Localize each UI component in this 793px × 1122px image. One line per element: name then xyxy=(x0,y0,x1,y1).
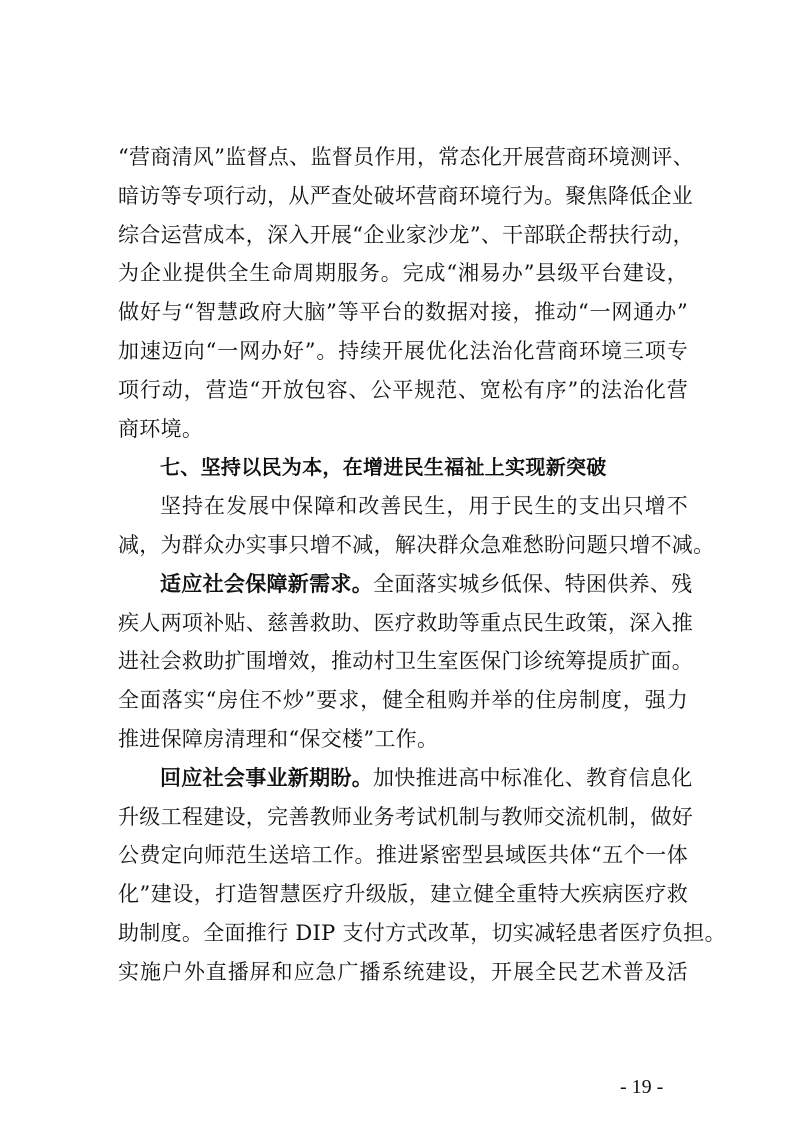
text-line: 实施户外直播屏和应急广播系统建设，开展全民艺术普及活 xyxy=(118,959,688,984)
text-line: 坚持在发展中保障和改善民生，用于民生的支出只增不 xyxy=(160,494,688,519)
paragraph-lead: 适应社会保障新需求。 xyxy=(160,571,373,596)
paragraph-business-environment xyxy=(118,138,694,448)
text-line: 公费定向师范生送培工作。推进紧密型县域医共体“五个一体 xyxy=(118,843,688,868)
text-segment: 全面落实城乡低保、特困供养、残 xyxy=(373,571,693,596)
text-line: 暗访等专项行动，从严查处破坏营商环境行为。聚焦降低企业 xyxy=(118,183,694,208)
text-line: 化”建设，打造智慧医疗升级版，建立健全重特大疾病医疗救 xyxy=(118,882,688,907)
text-line: 疾人两项补贴、慈善救助、医疗救助等重点民生政策，深入推 xyxy=(118,610,694,635)
text-line: 加速迈向“一网办好”。持续开展优化法治化营商环境三项专 xyxy=(118,338,688,363)
page-number: - 19 - xyxy=(620,1076,664,1098)
text-line: 综合运营成本，深入开展“企业家沙龙”、干部联企帮扶行动， xyxy=(118,222,694,247)
text-segment: 加快推进高中标准化、教育信息化 xyxy=(373,765,693,790)
text-line: 升级工程建设，完善教师业务考试机制与教师交流机制，做好 xyxy=(118,804,694,829)
paragraph-social-undertakings xyxy=(118,759,726,992)
text-line: 商环境。 xyxy=(118,416,204,441)
section-heading: 七、坚持以民为本，在增进民生福祉上实现新突破 xyxy=(160,455,607,480)
text-line xyxy=(118,565,693,604)
text-line: 推进保障房清理和“保交楼”工作。 xyxy=(118,726,439,751)
paragraph-livelihood-intro xyxy=(118,487,715,565)
text-line: 进社会救助扩围增效，推动村卫生室医保门诊统筹提质扩面。 xyxy=(118,649,694,674)
text-line: 做好与“智慧政府大脑”等平台的数据对接，推动“一网通办” xyxy=(118,300,688,325)
text-line: “营商清风”监督点、监督员作用，常态化开展营商环境测评、 xyxy=(118,145,694,169)
text-line: 为企业提供全生命周期服务。完成“湘易办”县级平台建设， xyxy=(118,261,688,286)
text-line: 减，为群众办实事只增不减，解决群众急难愁盼问题只增不减。 xyxy=(118,532,715,557)
paragraph-lead: 回应社会事业新期盼。 xyxy=(160,765,373,790)
text-line: 助制度。全面推行 DIP 支付方式改革，切实减轻患者医疗负担。 xyxy=(118,920,726,945)
paragraph-social-security xyxy=(118,565,694,759)
text-line: 项行动，营造“开放包容、公平规范、宽松有序”的法治化营 xyxy=(118,377,688,402)
body-text xyxy=(118,138,726,992)
text-line xyxy=(118,759,693,798)
text-line: 全面落实“房住不炒”要求，健全租购并举的住房制度，强力 xyxy=(118,688,688,713)
